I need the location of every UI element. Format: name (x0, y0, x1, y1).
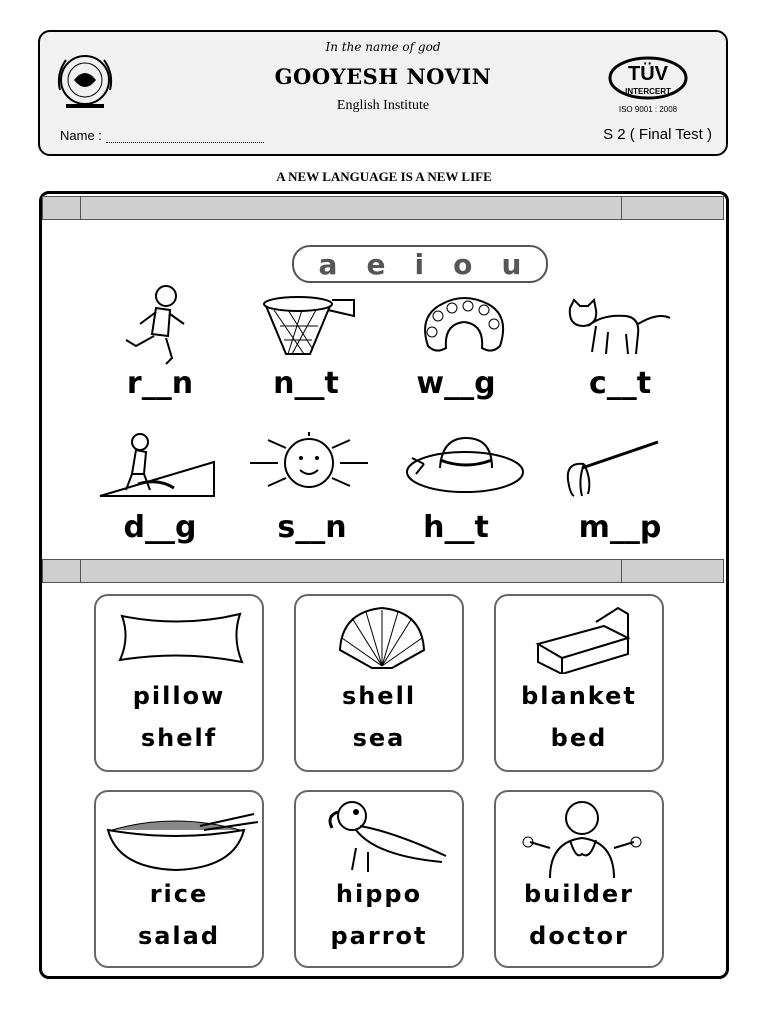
running-boy-image (122, 282, 192, 372)
card-word-rice: rice (149, 880, 209, 908)
card-word-bed: bed (550, 724, 608, 752)
name-line[interactable] (106, 142, 264, 143)
card-word-shelf: shelf (140, 724, 218, 752)
header-box (38, 30, 728, 156)
cat-image (562, 298, 674, 362)
exercise2-header-strip (42, 559, 724, 583)
card-rice (94, 790, 264, 968)
word-net: n__t (273, 366, 339, 401)
sun-image (248, 432, 370, 498)
card-word-builder: builder (523, 880, 634, 908)
word-run: r__n (126, 366, 194, 401)
card-word-doctor: doctor (529, 922, 629, 950)
test-label: S 2 ( Final Test ) (603, 126, 712, 143)
name-field[interactable] (60, 128, 264, 143)
exercise1-header-strip (42, 196, 724, 220)
card-pillow (94, 594, 264, 772)
vowel-i: i (414, 247, 425, 281)
pillow-image (116, 608, 246, 666)
card-shell (294, 594, 464, 772)
word-sun: s__n (277, 510, 347, 545)
vowel-o: o (453, 247, 473, 281)
vowel-e: e (366, 247, 386, 281)
cert-brand: TÜV (628, 63, 668, 85)
motto: A NEW LANGUAGE IS A NEW LIFE (276, 169, 492, 184)
word-mop: m__p (578, 510, 662, 545)
wig-image (418, 296, 510, 362)
institute-subtitle: English Institute (336, 98, 430, 113)
parrot-image (316, 796, 448, 876)
cert-sub: INTERCERT (625, 87, 671, 96)
bismillah: In the name of god (325, 40, 441, 54)
vowel-u: u (501, 247, 522, 281)
card-word-pillow: pillow (132, 682, 226, 710)
card-word-sea: sea (352, 724, 406, 752)
word-hat: h__t (423, 510, 489, 545)
shell-image (332, 604, 430, 678)
rice-bowl-image (104, 812, 258, 872)
card-word-shell: shell (341, 682, 417, 710)
card-builder (494, 790, 664, 968)
card-hippo (294, 790, 464, 968)
card-word-parrot: parrot (330, 922, 428, 950)
name-label: Name : (60, 128, 102, 143)
digging-man-image (98, 432, 218, 502)
institute-name: GOOYESH NOVIN (274, 64, 492, 89)
basketball-net-image (262, 296, 358, 362)
tuv-cert-logo (602, 54, 694, 118)
card-word-blanket: blanket (521, 682, 637, 710)
cert-iso: ISO 9001 : 2008 (618, 105, 678, 114)
hat-image (404, 434, 526, 498)
card-word-salad: salad (137, 922, 221, 950)
word-cat: c__t (588, 366, 652, 401)
vowel-a: a (318, 247, 338, 281)
word-dig: d__g (123, 510, 197, 545)
word-wig: w__g (416, 366, 496, 401)
vowel-box (292, 245, 548, 283)
doctor-image (520, 796, 644, 880)
mop-image (564, 440, 660, 502)
card-word-hippo: hippo (335, 880, 423, 908)
card-blanket (494, 594, 664, 772)
